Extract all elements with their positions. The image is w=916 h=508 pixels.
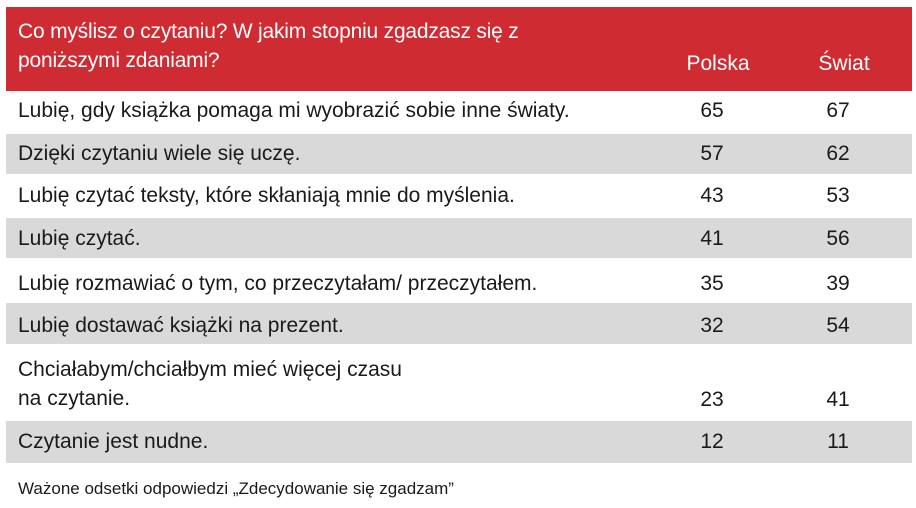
- table-row: [6, 303, 912, 344]
- value-swiat: 11: [827, 430, 849, 453]
- value-polska: 12: [700, 430, 724, 453]
- table-row: [6, 175, 912, 217]
- value-swiat: 67: [826, 99, 850, 122]
- column-header-polska: Polska: [686, 52, 750, 75]
- table-title: [18, 17, 638, 75]
- row-label: Lubię, gdy książka pomaga mi wyobrazić sobie inne światy.: [18, 99, 570, 122]
- value-polska: 65: [700, 99, 724, 122]
- table-row: [6, 345, 912, 421]
- row-label-line-2: na czytanie.: [18, 387, 131, 410]
- value-polska: 57: [700, 142, 724, 165]
- row-label: Dzięki czytaniu wiele się uczę.: [18, 142, 301, 165]
- column-header-swiat: Świat: [818, 52, 870, 75]
- footnote: Ważone odsetki odpowiedzi „Zdecydowanie się zgadzam”: [18, 479, 454, 498]
- title-line-2: poniższymi zdaniami?: [18, 49, 220, 72]
- row-label: Lubię rozmawiać o tym, co przeczytałam/ przeczytałem.: [18, 272, 538, 295]
- table-row: [6, 91, 912, 133]
- value-polska: 41: [700, 227, 724, 250]
- value-swiat: 53: [826, 184, 850, 207]
- row-label: Lubię dostawać książki na prezent.: [18, 314, 344, 337]
- table-row: [6, 259, 912, 302]
- row-label: Lubię czytać.: [18, 227, 141, 250]
- value-swiat: 62: [826, 142, 850, 165]
- row-label: Lubię czytać teksty, które skłaniają mnie do myślenia.: [18, 184, 515, 207]
- row-label-line-1: Chciałabym/chciałbym mieć więcej czasu: [18, 358, 402, 381]
- value-polska: 23: [700, 388, 724, 411]
- title-line-1: Co myślisz o czytaniu? W jakim stopniu zgadzasz się z: [18, 20, 519, 43]
- table-row: [6, 134, 912, 174]
- table-header: [6, 7, 912, 91]
- value-polska: 43: [700, 184, 724, 207]
- table-row: [6, 218, 912, 258]
- value-swiat: 41: [826, 388, 850, 411]
- row-label: Czytanie jest nudne.: [18, 430, 209, 453]
- value-swiat: 56: [826, 227, 850, 250]
- value-swiat: 39: [826, 272, 850, 295]
- table-row: [6, 421, 912, 463]
- value-swiat: 54: [826, 314, 850, 337]
- value-polska: 32: [700, 314, 724, 337]
- value-polska: 35: [700, 272, 724, 295]
